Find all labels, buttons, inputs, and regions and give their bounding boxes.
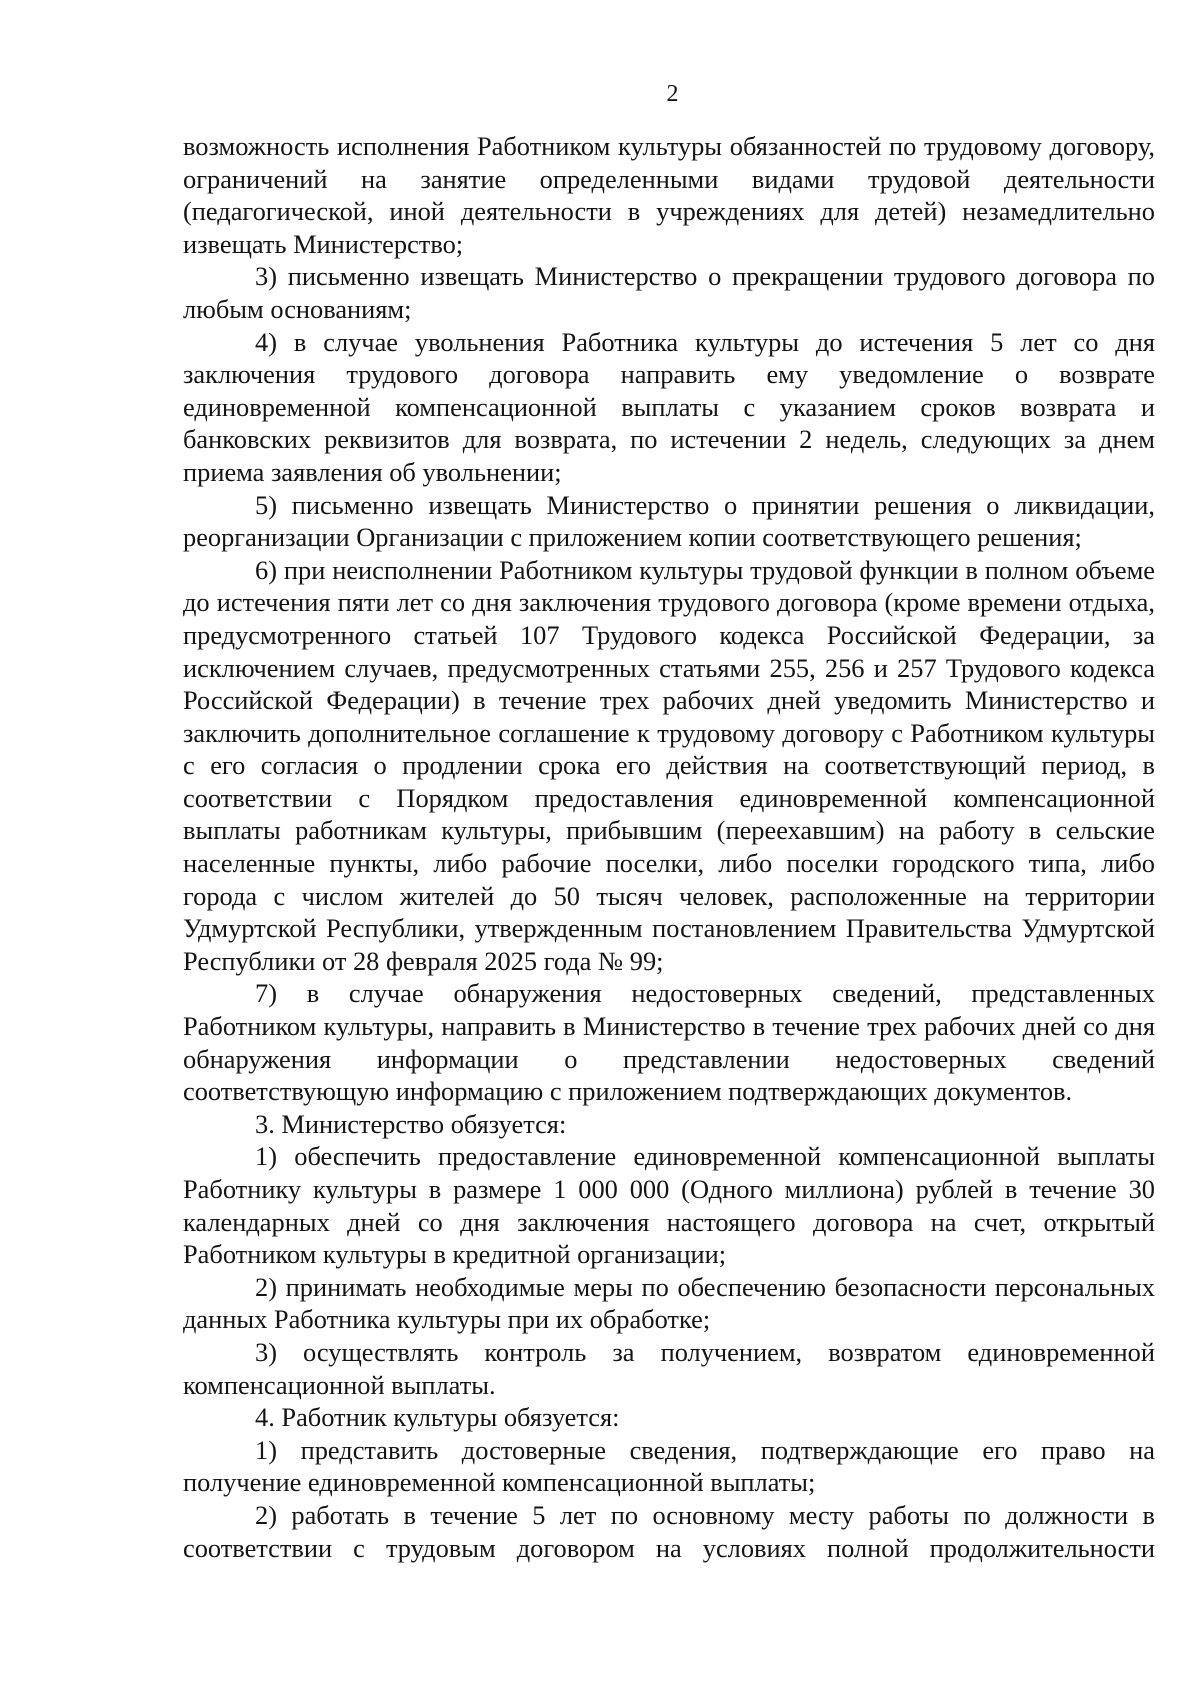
paragraph-item-5: 5) письменно извещать Министерство о принятии решения о ликвидации, реорганизации Организации с приложением копии соответствующего решения; [183, 489, 1155, 553]
paragraph-continuation: возможность исполнения Работником культуры обязанностей по трудовому договору, ограничений на занятие определенными видами трудовой деятельности (педагогической, иной деятельности в учреждениях для детей) незамедлительно извещать Министерство; [183, 131, 1155, 259]
document-body [183, 130, 1155, 1564]
paragraph-item-6: 6) при неисполнении Работником культуры трудовой функции в полном объеме до истечения пяти лет со дня заключения трудового договора (кроме времени отдыха, предусмотренного статьей 107 Трудового кодекса Российской Федерации, за исключением случаев, предусмотренных статьями 255, 256 и 257 Трудового кодекса Российской Федерации) в течение трех рабочих дней уведомить Министерство и заключить дополнительное соглашение к трудовому договору с Работником культуры с его согласия о продлении срока его действия на соответствующий период, в соответствии с Порядком предоставления единовременной компенсационной выплаты работникам культуры, прибывшим (переехавшим) на работу в сельские населенные пункты, либо рабочие поселки, либо поселки городского типа, либо города с числом жителей до 50 тысяч человек, расположенные на территории Удмуртской Республики, утвержденным постановлением Правительства Удмуртской Республики от 28 февраля 2025 года № 99; [183, 554, 1155, 976]
paragraph-section4-item-2: 2) работать в течение 5 лет по основному месту работы по должности в соответствии с трудовым договором на условиях полной продолжительности [183, 1499, 1155, 1563]
page-number: 2 [666, 81, 679, 107]
paragraph-item-3: 3) письменно извещать Министерство о прекращении трудового договора по любым основаниям; [183, 261, 1155, 324]
paragraph-section4-item-1: 1) представить достоверные сведения, подтверждающие его право на получение единовременной компенсационной выплаты; [183, 1434, 1155, 1498]
paragraph-item-4: 4) в случае увольнения Работника культуры до истечения 5 лет со дня заключения трудового договора направить ему уведомление о возврате единовременной компенсационной выплаты с указанием сроков возврата и банковских реквизитов для возврата, по истечении 2 недель, следующих за днем приема заявления об увольнении; [183, 326, 1155, 487]
paragraph-item-7: 7) в случае обнаружения недостоверных сведений, представленных Работником культуры, направить в Министерство в течение трех рабочих дней со дня обнаружения информации о представлении недостоверных сведений соответствующую информацию с приложением подтверждающих документов. [183, 978, 1155, 1107]
paragraph-section3-item-2: 2) принимать необходимые меры по обеспечению безопасности персональных данных Работника культуры при их обработке; [183, 1271, 1155, 1335]
section-heading-3: 3. Министерство обязуется: [255, 1108, 567, 1139]
paragraph-section3-item-1: 1) обеспечить предоставление единовременной компенсационной выплаты Работнику культуры в размере 1 000 000 (Одного миллиона) рублей в течение 30 календарных дней со дня заключения настоящего договора на счет, открытый Работником культуры в кредитной организации; [183, 1141, 1155, 1270]
section-heading-4: 4. Работник культуры обязуется: [255, 1402, 620, 1433]
paragraph-section3-item-3: 3) осуществлять контроль за получением, возвратом единовременной компенсационной выплаты. [183, 1336, 1155, 1400]
